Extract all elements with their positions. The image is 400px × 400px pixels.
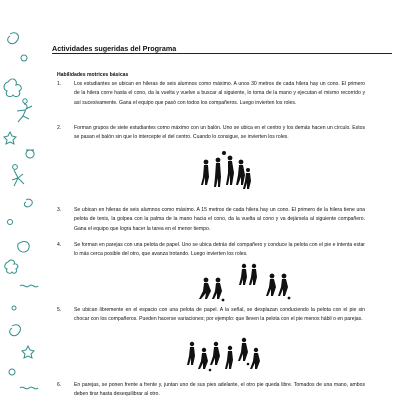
flower-icon — [5, 260, 18, 273]
activity-item — [57, 124, 365, 143]
activity-text: Se forman en parejas con una pelota de papel. Uno se ubica detrás del compañero y conduce la pelota con el pie e intenta estar lo más cerca posible del otro, que avanza trotando. Luego invierten los roles. — [74, 242, 365, 258]
activity-number: 4. — [57, 242, 62, 248]
free-dribbling-illustration — [186, 336, 266, 376]
activity-text: Forman grupos de siete estudiantes como máximo con un balón. Uno se ubica en el centro y los demás hacen un círculo. Estos se pasan el balón sin que lo intercepte el del centro. Cuando lo consigue, se invierten los roles. — [74, 125, 365, 141]
flower-icon — [4, 79, 21, 97]
leaf-icon — [18, 242, 30, 253]
activity-item — [57, 381, 365, 400]
circle-icon — [9, 369, 15, 375]
ball-circle-illustration — [196, 150, 256, 202]
activity-item — [57, 306, 365, 325]
runner-icon — [17, 104, 32, 122]
activity-number: 6. — [57, 382, 62, 388]
activity-item — [57, 206, 365, 234]
title-divider — [52, 53, 392, 54]
star-icon — [4, 132, 16, 144]
ball-icon — [26, 150, 34, 158]
activity-number: 3. — [57, 207, 62, 213]
swirl-icon — [24, 199, 32, 207]
swirl-icon — [10, 325, 21, 336]
child-icon — [12, 170, 24, 186]
activity-number: 5. — [57, 307, 62, 313]
head-icon — [23, 99, 27, 103]
activity-number: 1. — [57, 81, 62, 87]
circle-icon — [8, 220, 13, 225]
circle-icon — [21, 55, 27, 61]
page-title: Actividades sugeridas del Programa — [52, 44, 177, 53]
child-head-icon — [13, 165, 18, 170]
dot-icon — [12, 306, 16, 310]
activity-text: Los estudiantes se ubican en hileras de seis alumnos como máximo. A unos 30 metros de cada hilera hay un cono. El primero de la hilera corre hasta el cono, da la vuelta y vuelve a buscar al siguiente, lo toma de la mano y ejecutan el mismo recorrido y así sucesivamente. Gana el equipo que pasó con todos los compañeros. Luego invierten los roles. — [74, 81, 365, 106]
sidebar-decoration — [0, 0, 44, 400]
activity-text: Se ubican en hileras de seis alumnos como máximo. A 15 metros de cada hilera hay un cono. El primero de la hilera tiene una pelota de tenis, la golpea con la palma de la mano hacia el cono, da la vuelta al cono y va dejársela al siguiente compañero. Gana el equipo que logra hacer la tarea en el menor tiempo. — [74, 207, 365, 232]
activity-number: 2. — [57, 125, 62, 131]
activity-text: En parejas, se ponen frente a frente y, juntan uno de sus pies adelante, el otro pie queda libre. Tomados de una mano, ambos deben tirar hasta desequilibrar al otro. — [74, 382, 365, 398]
activity-text: Se ubican libremente en el espacio con una pelota de papel. A la señal, se desplazan conduciendo la pelota con el pie sin chocar con los compañeros. Pueden hacerse variaciones; por ejemplo: que lleven la pelota con el pie menos hábil o en parejas. — [74, 307, 365, 323]
swirl-icon — [8, 33, 19, 44]
activity-item — [57, 80, 365, 108]
pairs-dribbling-illustration — [196, 262, 296, 304]
wave-icon — [20, 387, 38, 389]
activity-item — [57, 241, 365, 260]
section-title: Habilidades motrices básicas — [57, 72, 129, 78]
star-icon — [22, 346, 34, 358]
wave-icon — [20, 285, 38, 287]
